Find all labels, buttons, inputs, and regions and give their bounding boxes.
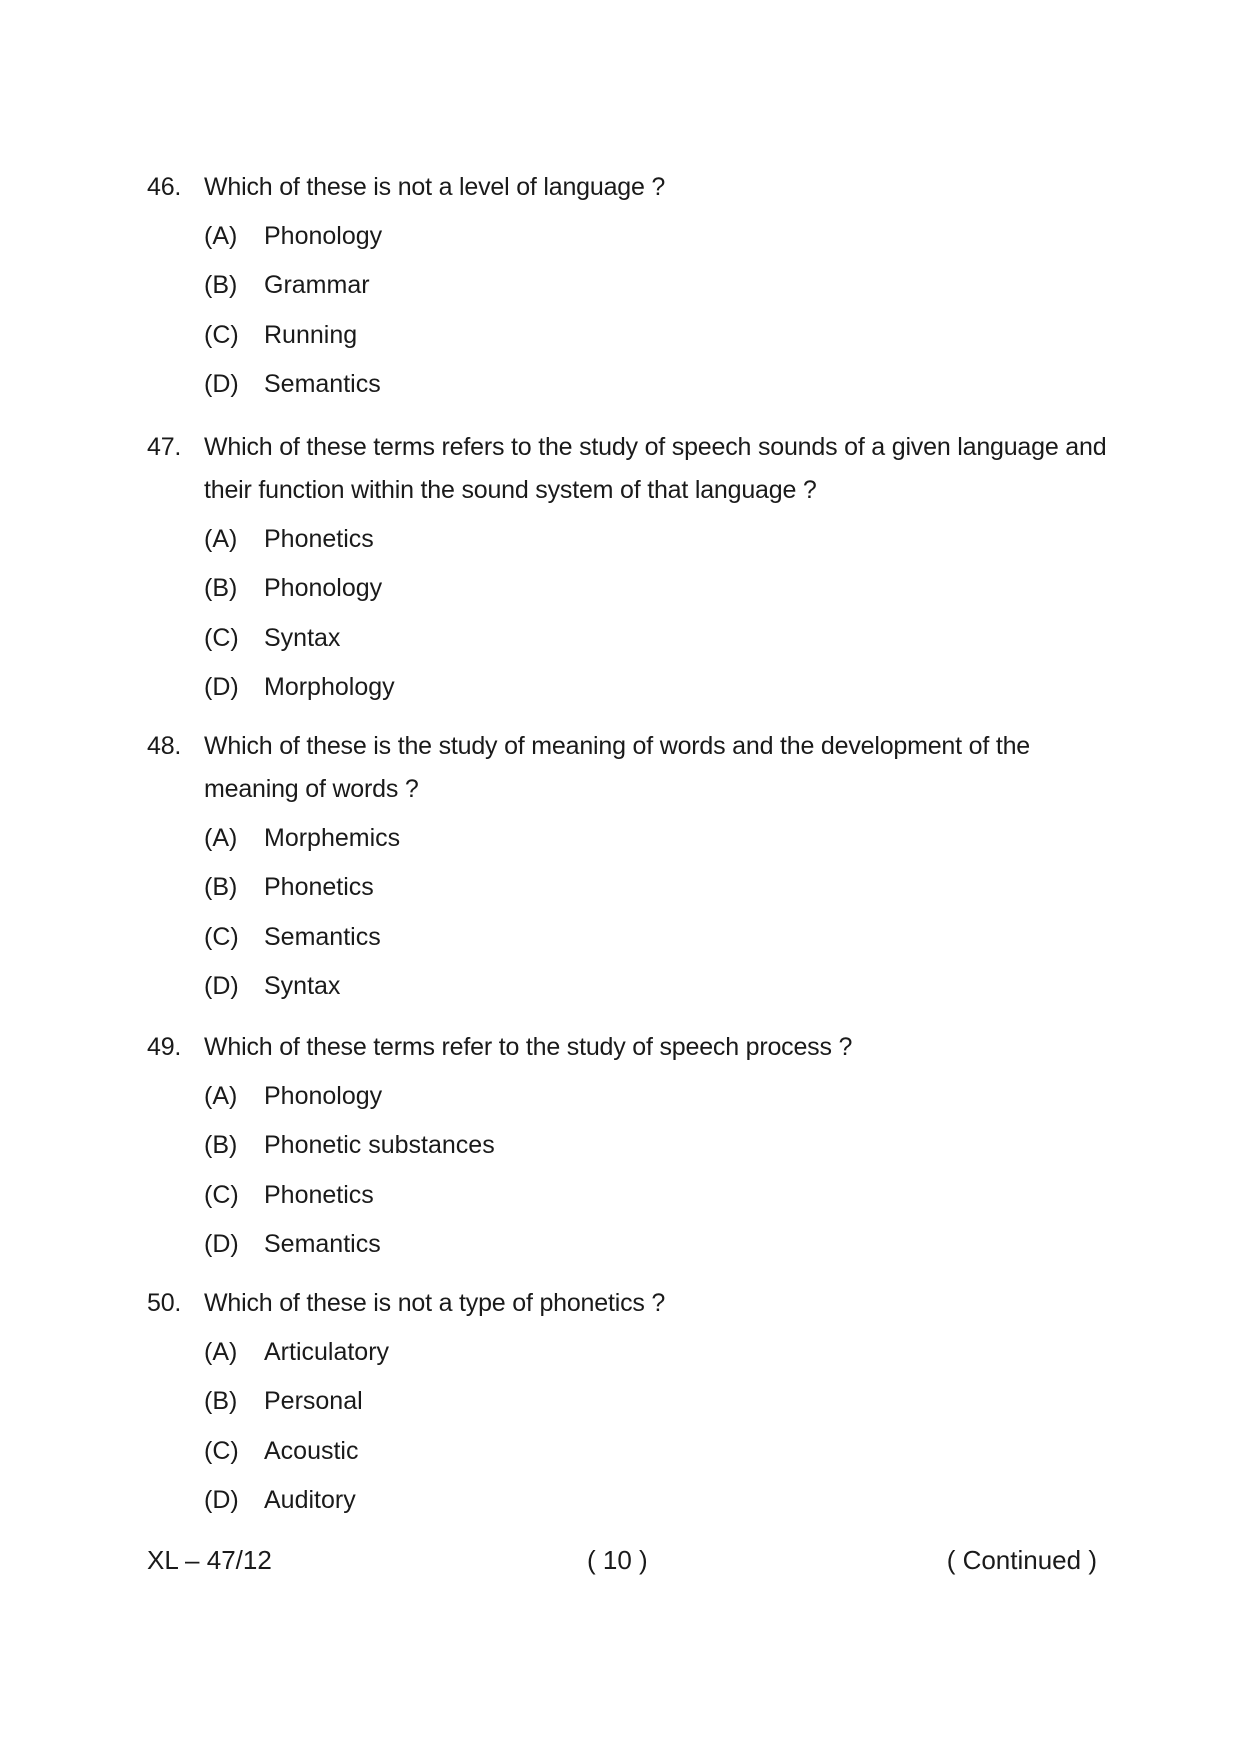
option-text: Morphology: [264, 672, 395, 701]
option-list: [147, 1075, 1107, 1272]
option-label: (B): [204, 1387, 238, 1416]
option-text: Syntax: [264, 623, 341, 652]
option-label: (B): [204, 271, 238, 300]
question-text: Which of these is the study of meaning of words and the development of the meaning of words ?: [204, 732, 1030, 803]
option-label: (D): [204, 369, 239, 398]
option-text: Semantics: [264, 1229, 381, 1258]
option-a: [147, 215, 1107, 264]
option-label: (C): [204, 623, 239, 652]
question-stem: [147, 426, 1107, 512]
page-footer: [147, 1540, 1097, 1580]
question-number: 48.: [147, 732, 182, 760]
option-label: (D): [204, 672, 239, 701]
option-label: (B): [204, 873, 238, 902]
option-text: Phonetics: [264, 873, 374, 902]
option-c: [147, 916, 1107, 965]
option-text: Phonology: [264, 1082, 383, 1110]
option-text: Auditory: [264, 1485, 356, 1514]
option-label: (A): [204, 1082, 238, 1110]
option-list: [147, 817, 1107, 1014]
question-text: Which of these is not a type of phonetics ?: [204, 1289, 666, 1317]
question-text: Which of these is not a level of language ?: [204, 173, 666, 201]
option-c: [147, 1430, 1107, 1479]
question-50: [147, 1282, 1107, 1528]
option-label: (A): [204, 222, 238, 250]
question-49: [147, 1026, 1107, 1272]
question-number: 47.: [147, 433, 182, 461]
option-b: [147, 264, 1107, 313]
question-text: Which of these terms refer to the study of speech process ?: [204, 1033, 853, 1061]
option-c: [147, 314, 1107, 363]
option-text: Syntax: [264, 971, 341, 1000]
option-text: Semantics: [264, 922, 381, 951]
option-b: [147, 866, 1107, 915]
option-label: (A): [204, 824, 238, 852]
page-number: ( 10 ): [587, 1545, 648, 1575]
option-d: [147, 965, 1107, 1014]
option-text: Phonetics: [264, 525, 374, 553]
option-label: (A): [204, 1338, 238, 1366]
option-text: Phonetic substances: [264, 1131, 495, 1160]
option-list: [147, 518, 1107, 715]
option-text: Personal: [264, 1387, 363, 1416]
option-a: [147, 1331, 1107, 1380]
option-text: Acoustic: [264, 1436, 359, 1465]
option-list: [147, 215, 1107, 412]
option-d: [147, 1479, 1107, 1528]
option-text: Semantics: [264, 369, 381, 398]
option-d: [147, 1223, 1107, 1272]
question-46: [147, 166, 1107, 412]
option-c: [147, 1174, 1107, 1223]
option-label: (C): [204, 320, 239, 349]
paper-code: XL – 47/12: [147, 1545, 272, 1575]
option-label: (B): [204, 1131, 238, 1160]
option-a: [147, 518, 1107, 567]
question-stem: [147, 1026, 1107, 1069]
option-b: [147, 1380, 1107, 1429]
question-stem: [147, 166, 1107, 209]
option-text: Phonology: [264, 222, 383, 250]
option-label: (D): [204, 1229, 239, 1258]
option-label: (B): [204, 574, 238, 603]
question-number: 46.: [147, 173, 182, 201]
question-48: [147, 725, 1107, 1014]
option-d: [147, 666, 1107, 715]
question-number: 49.: [147, 1033, 182, 1061]
option-b: [147, 1124, 1107, 1173]
question-stem: [147, 1282, 1107, 1325]
option-a: [147, 817, 1107, 866]
option-text: Running: [264, 320, 358, 349]
option-label: (C): [204, 922, 239, 951]
option-label: (D): [204, 1485, 239, 1514]
question-47: [147, 426, 1107, 715]
option-text: Morphemics: [264, 824, 401, 852]
continued-note: ( Continued ): [946, 1545, 1097, 1575]
option-text: Articulatory: [264, 1338, 390, 1366]
option-d: [147, 363, 1107, 412]
option-list: [147, 1331, 1107, 1528]
question-number: 50.: [147, 1289, 182, 1317]
option-label: (A): [204, 525, 238, 553]
option-b: [147, 567, 1107, 616]
option-label: (D): [204, 971, 239, 1000]
option-label: (C): [204, 1436, 239, 1465]
option-c: [147, 617, 1107, 666]
option-text: Grammar: [264, 271, 370, 300]
option-label: (C): [204, 1180, 239, 1209]
option-text: Phonology: [264, 574, 383, 603]
question-text: Which of these terms refers to the study of speech sounds of a given language and their function within the sound system of that language ?: [204, 433, 1107, 504]
option-text: Phonetics: [264, 1180, 374, 1209]
option-a: [147, 1075, 1107, 1124]
question-stem: [147, 725, 1107, 811]
